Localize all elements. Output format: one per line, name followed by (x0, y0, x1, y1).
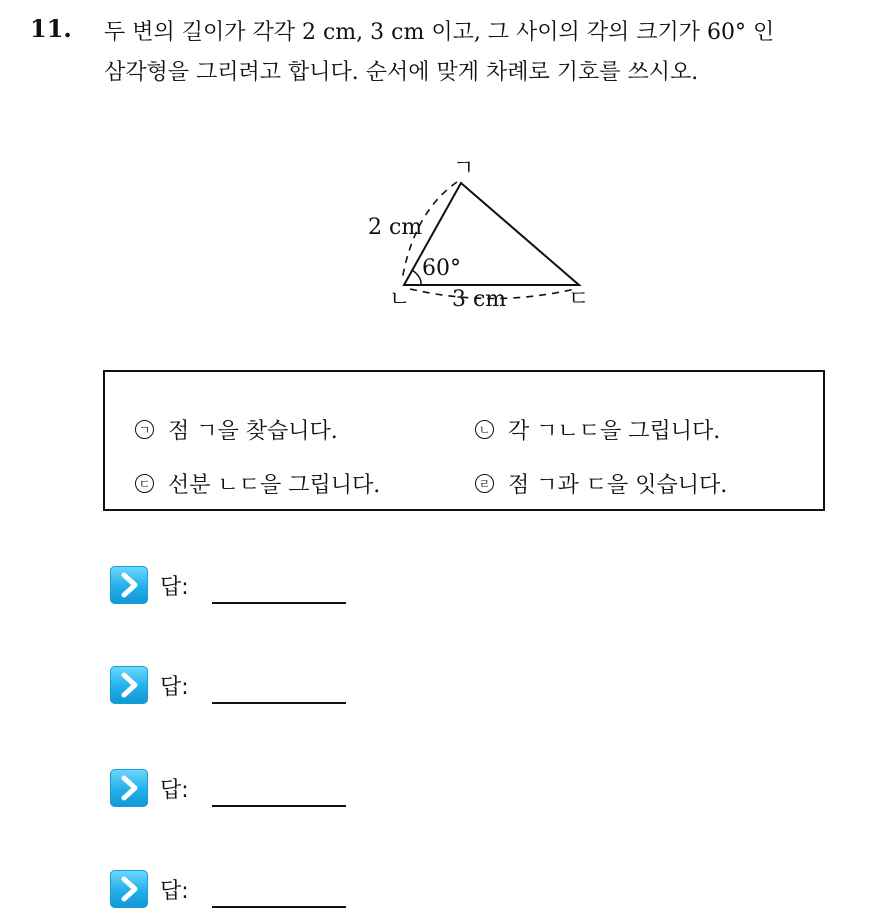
chevron-right-icon (110, 769, 148, 807)
step-mark: ㄷ (135, 474, 154, 493)
steps-box (103, 370, 825, 511)
vertex-label-left: ㄴ (389, 287, 411, 312)
step-item (135, 468, 380, 499)
step-mark: ㄴ (475, 420, 494, 439)
vertex-label-right: ㄷ (568, 287, 590, 312)
step-mark: ㄱ (135, 420, 154, 439)
question-text-line-1: 두 변의 길이가 각각 2 cm, 3 cm 이고, 그 사이의 각의 크기가 60° 인 (104, 20, 775, 45)
step-item (135, 414, 338, 445)
step-text: 선분 ㄴㄷ을 그립니다. (168, 473, 381, 498)
answer-blank-line[interactable] (212, 805, 346, 807)
answer-blank-line[interactable] (212, 702, 346, 704)
triangle-diagram (360, 150, 600, 320)
side-label-left: 2 cm (368, 215, 423, 240)
triangle-figure (360, 150, 600, 320)
vertex-label-top: ㄱ (453, 156, 475, 181)
step-item (475, 414, 720, 445)
question-number: 11. (30, 14, 72, 43)
chevron-right-icon (110, 870, 148, 908)
angle-arc (412, 270, 421, 285)
step-item (475, 468, 727, 499)
angle-label: 60° (422, 256, 461, 281)
chevron-right-icon (110, 566, 148, 604)
step-mark: ㄹ (475, 474, 494, 493)
step-text: 점 ㄱ을 찾습니다. (168, 419, 338, 444)
answer-blank-line[interactable] (212, 906, 346, 908)
answer-label: 답: (160, 575, 189, 600)
chevron-right-icon (110, 666, 148, 704)
step-text: 각 ㄱㄴㄷ을 그립니다. (508, 419, 721, 444)
answer-label: 답: (160, 675, 189, 700)
side-label-bottom: 3 cm (452, 287, 507, 312)
question-text-line-2: 삼각형을 그리려고 합니다. 순서에 맞게 차례로 기호를 쓰시오. (104, 60, 699, 85)
answer-label: 답: (160, 778, 189, 803)
answer-blank-line[interactable] (212, 602, 346, 604)
step-text: 점 ㄱ과 ㄷ을 잇습니다. (508, 473, 728, 498)
answer-label: 답: (160, 879, 189, 904)
